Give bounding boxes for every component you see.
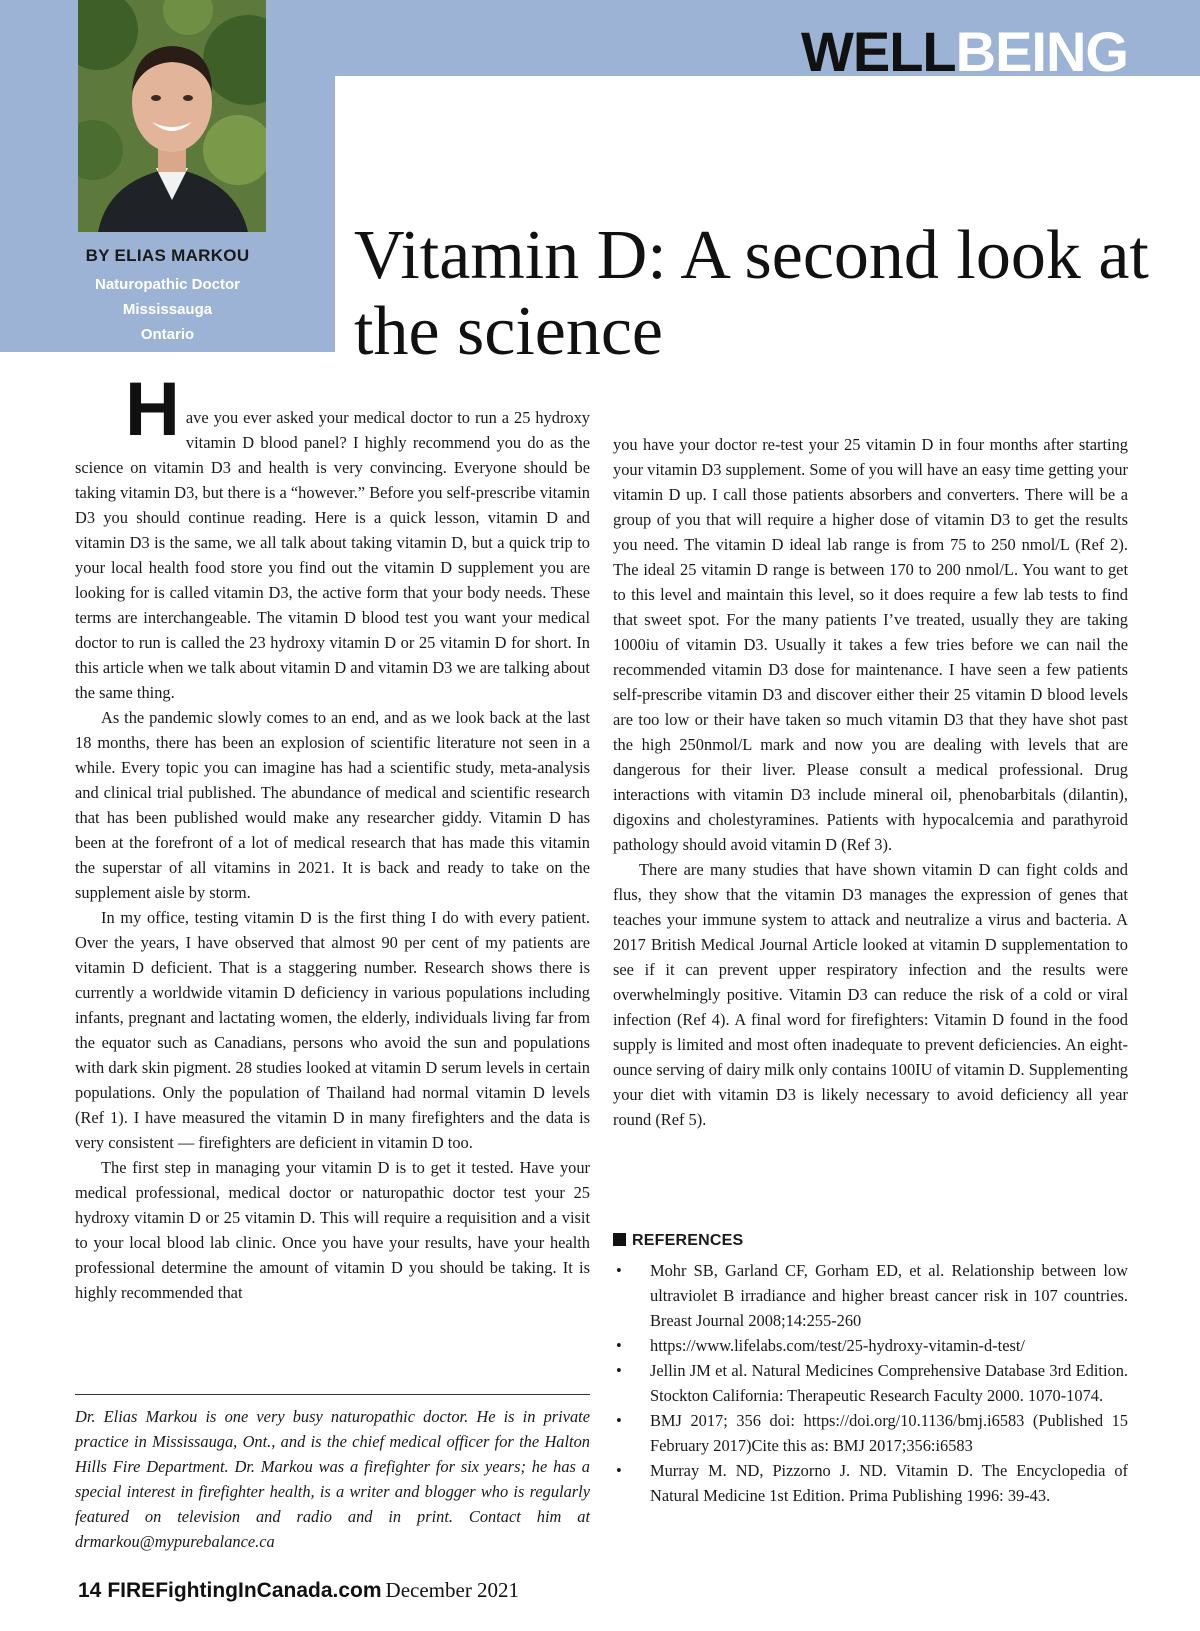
references-heading-text: REFERENCES [632, 1232, 744, 1249]
reference-item: • Murray M. ND, Pizzorno J. ND. Vitamin D. The Encyclopedia of Natural Medicine 1st Edition. Prima Publishing 1996: 39-43. [613, 1458, 1128, 1508]
author-role: Naturopathic Doctor [94, 276, 240, 293]
issue-date: December 2021 [385, 1578, 520, 1602]
reference-item: • Jellin JM et al. Natural Medicines Comprehensive Database 3rd Edition. Stockton California: Therapeutic Research Faculty 2000. 1070-1074. [613, 1358, 1128, 1408]
references-heading [613, 1232, 743, 1250]
section-label-dark: WELL [801, 20, 956, 83]
reference-item[interactable]: • https://www.lifelabs.com/test/25-hydroxy-vitamin-d-test/ [613, 1333, 1128, 1358]
section-label [801, 20, 1128, 83]
references-list [613, 1258, 1128, 1508]
article-paragraph: As the pandemic slowly comes to an end, and as we look back at the last 18 months, there has been an explosion of scientific literature not seen in a while. Every topic you can imagine has had a scientific study, meta-analysis and clinical trial published. The abundance of medical and scientific research that has been published would make any researcher giddy. Vitamin D has been at the forefront of a lot of medical research that has made this vitamin the superstar of all vitamins in 2021. It is back and ready to take on the supplement aisle by storm. [75, 708, 590, 902]
section-label-light: BEING [955, 20, 1128, 83]
byline [0, 246, 335, 347]
paragraph-text: ave you ever asked your medical doctor to run a 25 hydroxy vitamin D blood panel? I highly recommend you do as the science on vitamin D3 and health is very convincing. Everyone should be taking vitamin D3, but there is a “however.” Before you self-prescribe vitamin D3 you should continue reading. Here is a quick lesson, vitamin D and vitamin D3 is the same, we all talk about taking vitamin D, but a quick trip to your local health food store you find out the vitamin D supplement you are looking for is called vitamin D3, the active form that your body needs. These terms are interchangeable. The vitamin D blood test you want your medical doctor to run is called the 23 hydroxy vitamin D or 25 vitamin D for short. In this article when we talk about vitamin D and vitamin D3 we are talking about the same thing. [75, 408, 590, 702]
article-paragraph: In my office, testing vitamin D is the first thing I do with every patient. Over the years, I have observed that almost 90 per cent of my patients are vitamin D deficient. That is a staggering number. Research shows there is currently a worldwide vitamin D deficiency in various populations including infants, pregnant and lactating women, the elderly, individuals living far from the equator such as Canadians, persons who avoid the sun and populations with dark skin pigment. 28 studies looked at vitamin D serum levels in certain populations. Only the population of Thailand had normal vitamin D levels (Ref 1). I have measured the vitamin D in many firefighters and the data is very consistent — firefighters are deficient in vitamin D too. [75, 908, 590, 1152]
site-name[interactable]: FIREFightingInCanada.com [107, 1579, 382, 1602]
author-name: BY ELIAS MARKOU [85, 246, 250, 265]
author-province: Ontario [140, 326, 195, 343]
author-city: Mississauga [122, 301, 213, 318]
article-paragraph: There are many studies that have shown vitamin D can fight colds and flus, they show that the vitamin D3 manages the expression of genes that teaches your immune system to attack and neutralize a virus and bacteria. A 2017 British Medical Journal Article looked at vitamin D supplementation to see if it can prevent upper respiratory infection and the results were overwhelmingly positive. Vitamin D3 can reduce the risk of a cold or viral infection (Ref 4). A final word for firefighters: Vitamin D found in the food supply is limited and most often inadequate to prevent deficiencies. An eight-ounce serving of dairy milk only contains 100IU of vitamin D. Supplementing your diet with vitamin D3 is likely necessary to avoid deficiency all year round (Ref 5). [613, 860, 1128, 1129]
author-bio: Dr. Elias Markou is one very busy naturopathic doctor. He is in private practice in Mississauga, Ont., and is the chief medical officer for the Halton Hills Fire Department. Dr. Markou was a firefighter for six years; he has a special interest in firefighter health, is a writer and blogger who is regularly featured on television and radio and in print. Contact him at drmarkou@mypurebalance.ca [75, 1407, 590, 1551]
drop-cap: H [125, 367, 180, 452]
page-footer [78, 1580, 519, 1601]
article-column-2 [613, 432, 1128, 1132]
reference-item: • Mohr SB, Garland CF, Gorham ED, et al. Relationship between low ultraviolet B irradiance and higher breast cancer risk in 107 countries. Breast Journal 2008;14:255-260 [613, 1258, 1128, 1333]
author-headshot-image [78, 0, 266, 232]
page-number: 14 [78, 1579, 102, 1602]
bio-divider [75, 1394, 590, 1395]
reference-item: • BMJ 2017; 356 doi: https://doi.org/10.1136/bmj.i6583 (Published 15 February 2017)Cite this as: BMJ 2017;356:i6583 [613, 1408, 1128, 1458]
author-photo [78, 0, 266, 232]
article-column-1 [75, 367, 590, 1305]
article-title: Vitamin D: A second look at the science [354, 217, 1149, 370]
article-paragraph: The first step in managing your vitamin D is to get it tested. Have your medical professional, medical doctor or naturopathic doctor test your 25 hydroxy vitamin D or 25 vitamin D. This will require a requisition and a visit to your local blood lab clinic. Once you have your results, have your health professional determine the amount of vitamin D you should be taking. It is highly recommended that [75, 1158, 590, 1302]
square-bullet-icon [613, 1233, 626, 1246]
article-paragraph: you have your doctor re-test your 25 vitamin D in four months after starting your vitamin D3 supplement. Some of you will have an easy time getting your vitamin D up. I call those patients absorbers and converters. There will be a group of you that will require a higher dose of vitamin D3 to get the results you need. The vitamin D ideal lab range is from 75 to 250 nmol/L (Ref 2). The ideal 25 vitamin D range is between 170 to 200 nmol/L. You want to get to this level and maintain this level, so it does require a few lab tests to find that sweet spot. For the many patients I’ve treated, usually they are taking 1000iu of vitamin D3. Usually it takes a few tries before we can nail the recommended vitamin D3 dose for maintenance. I have seen a few patients self-prescribe vitamin D3 and discover either their 25 vitamin D blood levels are too low or their have taken so much vitamin D3 that they have shot past the high 250nmol/L mark and now you are dealing with levels that are dangerous for their liver. Please consult a medical professional. Drug interactions with vitamin D3 include mineral oil, phenobarbitals (dilantin), digoxins and cholestyramines. Patients with hypocalcemia and parathyroid pathology should avoid vitamin D (Ref 3). [613, 435, 1128, 854]
article-paragraph [75, 367, 590, 705]
